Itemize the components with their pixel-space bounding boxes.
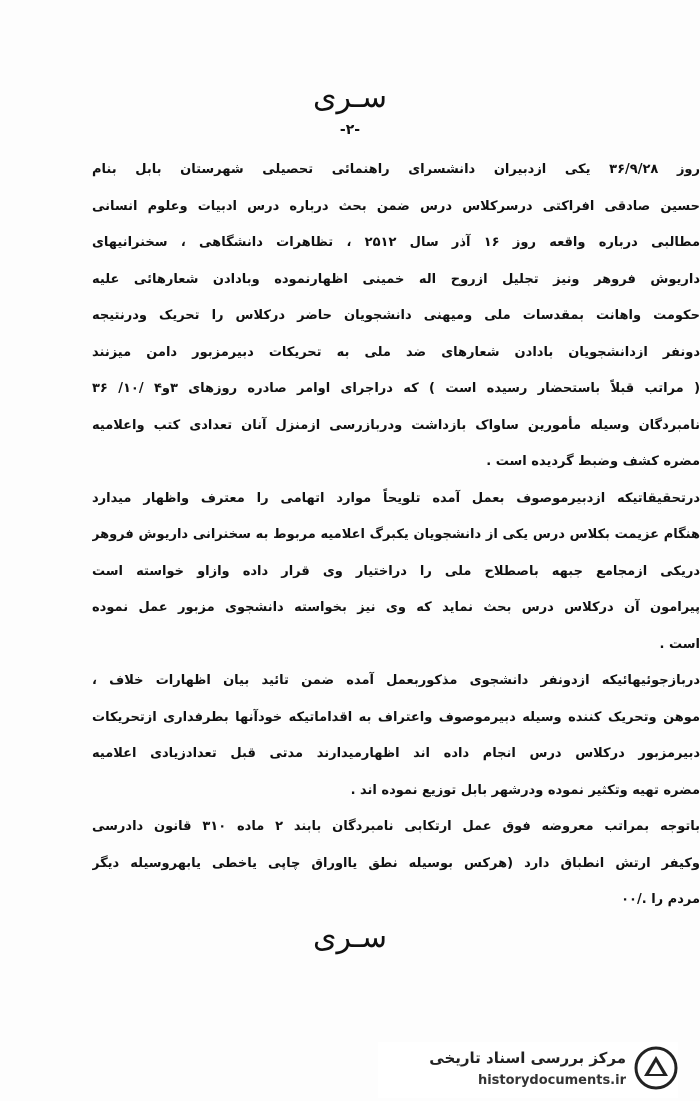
watermark-title: مرکز بررسی اسناد تاریخی xyxy=(429,1049,626,1067)
classification-stamp-top: سـرى xyxy=(313,80,387,115)
body-line: پیرامون آن درکلاس درس بحث نماید که وی نیز بخواسته دانشجوی مزبور عمل نموده xyxy=(92,600,700,615)
watermark-url: historydocuments.ir xyxy=(477,1073,626,1088)
body-line: وکیفر ارتش انطباق دارد (هرکس بوسیله نطق یااوراق چاپی یاخطی یابهروسیله دیگر xyxy=(92,855,700,871)
page-number: -۲- xyxy=(339,122,361,138)
body-line: موهن وتحریک کننده وسیله دبیرموصوف واعتراف به اقداماتیکه خودآنها بطرفداری ازتحریکات xyxy=(92,709,700,725)
archive-logo-icon xyxy=(634,1046,678,1090)
watermark xyxy=(378,1042,678,1098)
body-line: هنگام عزیمت بکلاس درس یکی از دانشجویان یکبرگ اعلامیه مربوط به سخنرانی داریوش فروهر xyxy=(92,527,700,542)
body-line: داریوش فروهر ونیز تجلیل ازروح اله خمینی اظهارنموده وبادادن شعارهائی علیه xyxy=(92,271,700,287)
document-body xyxy=(92,152,700,919)
body-line: دریکی ازمجامع جبهه باصطلاح ملی را دراختیار وی قرار داده وازاو خواسته است xyxy=(92,563,700,579)
classification-stamp-bottom: سـرى xyxy=(313,920,387,955)
body-line: مردم را ./۰۰ xyxy=(621,892,700,907)
body-line: باتوجه بمراتب معروضه فوق عمل ارتکابی نامبردگان بابند ۲ ماده ۳۱۰ قانون دادرسی xyxy=(92,819,700,834)
body-line: دربازجوئیهائیکه ازدونفر دانشجوی مذکوربعمل آمده ضمن تائید بیان اظهارات خلاف ، xyxy=(92,673,700,688)
watermark-text xyxy=(429,1046,626,1092)
body-line: روز ۳۶/۹/۲۸ یکی ازدبیران دانشسرای راهنمائی تحصیلی شهرستان بابل بنام xyxy=(92,162,700,177)
body-line: ( مراتب قبلاً باستحضار رسیده است ) که دراجرای اوامر صادره روزهای ۳و۴ /۱۰/ ۳۶ xyxy=(92,381,700,396)
body-line: درتحقیقاتیکه ازدبیرموصوف بعمل آمده تلویحاً موارد اتهامی را معترف واظهار میدارد xyxy=(92,490,700,506)
body-line: حکومت واهانت بمقدسات ملی ومیهنی دانشجویان حاضر درکلاس را تحریک ودرنتیجه xyxy=(92,308,700,323)
body-line: دبیرمزبور درکلاس درس انجام داده اند اظهارمیدارند مدتی قبل تعدادزیادی اعلامیه xyxy=(92,746,700,761)
body-line: مطالبی درباره واقعه روز ۱۶ آذر سال ۲۵۱۲ ، تظاهرات دانشگاهی ، سخنرانیهای xyxy=(92,235,700,250)
body-line: حسین صادقی افراکتی درسرکلاس درس ضمن بحث درباره درس ادبیات وعلوم انسانی xyxy=(92,198,700,214)
body-line: نامبردگان وسیله مأمورین ساواک بازداشت ودربازرسی ازمنزل آنان تعدادی کتب واعلامیه xyxy=(92,417,700,433)
body-line: مضره تهیه وتکثیر نموده ودرشهر بابل توزیع نموده اند . xyxy=(350,782,700,798)
body-line: است . xyxy=(659,636,700,652)
body-line: مضره کشف وضبط گردیده است . xyxy=(486,454,700,469)
body-line: دونفر ازدانشجویان بادادن شعارهای ضد ملی به تحریکات دبیرمزبور دامن میزنند xyxy=(92,344,700,360)
